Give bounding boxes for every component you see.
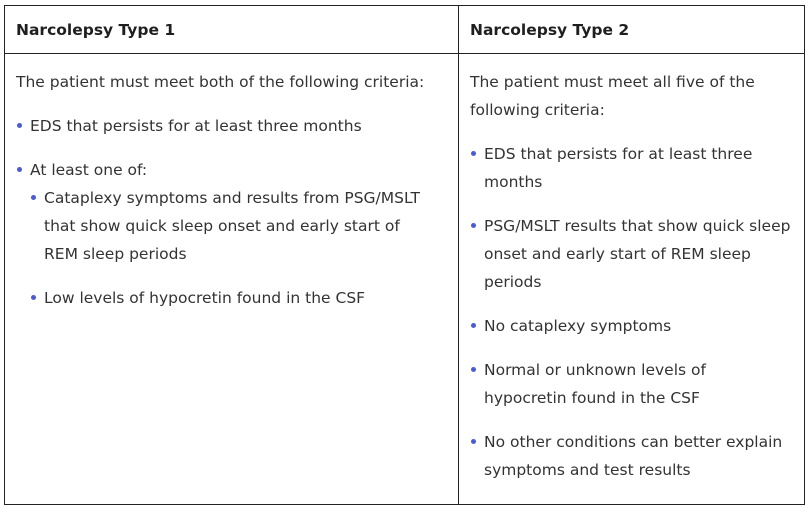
list-item-text: EDS that persists for at least three months [30,117,362,135]
criteria-intro: The patient must meet all five of the following criteria: [470,73,755,119]
list-item [16,156,458,312]
list-item-text: No cataplexy symptoms [484,317,672,335]
list-item [30,284,446,312]
list-item [470,140,804,196]
table-header-type-1 [5,6,459,54]
list-item [470,212,804,296]
list-item [30,184,446,268]
bullet-icon [471,323,476,328]
list-item-text: EDS that persists for at least three months [484,145,753,191]
table-header-type-2 [459,6,804,54]
bullet-icon [471,151,476,156]
bullet-icon [471,223,476,228]
bullet-icon [17,167,22,172]
criteria-table [4,5,805,505]
criteria-list [16,112,458,312]
column-title: Narcolepsy Type 2 [470,20,630,39]
list-item-text: PSG/MSLT results that show quick sleep onset and early start of REM sleep periods [484,217,791,291]
list-item-text: Low levels of hypocretin found in the CSF [44,289,366,307]
list-item-text: At least one of: [30,161,148,179]
nested-criteria-list [30,184,446,312]
list-item-text: No other conditions can better explain symptoms and test results [484,433,783,479]
bullet-icon [31,295,36,300]
table-cell-type-1 [5,54,459,504]
criteria-intro: The patient must meet both of the following criteria: [16,73,425,91]
bullet-icon [31,195,36,200]
list-item [470,312,804,340]
list-item-text: Cataplexy symptoms and results from PSG/MSLT that show quick sleep onset and early start of REM sleep periods [44,189,420,263]
bullet-icon [471,367,476,372]
bullet-icon [471,439,476,444]
bullet-icon [17,123,22,128]
list-item-text: Normal or unknown levels of hypocretin found in the CSF [484,361,706,407]
column-title: Narcolepsy Type 1 [16,20,176,39]
list-item [470,356,804,412]
list-item [470,428,804,484]
table-cell-type-2 [459,54,804,504]
criteria-list [470,140,804,484]
list-item [16,112,458,140]
